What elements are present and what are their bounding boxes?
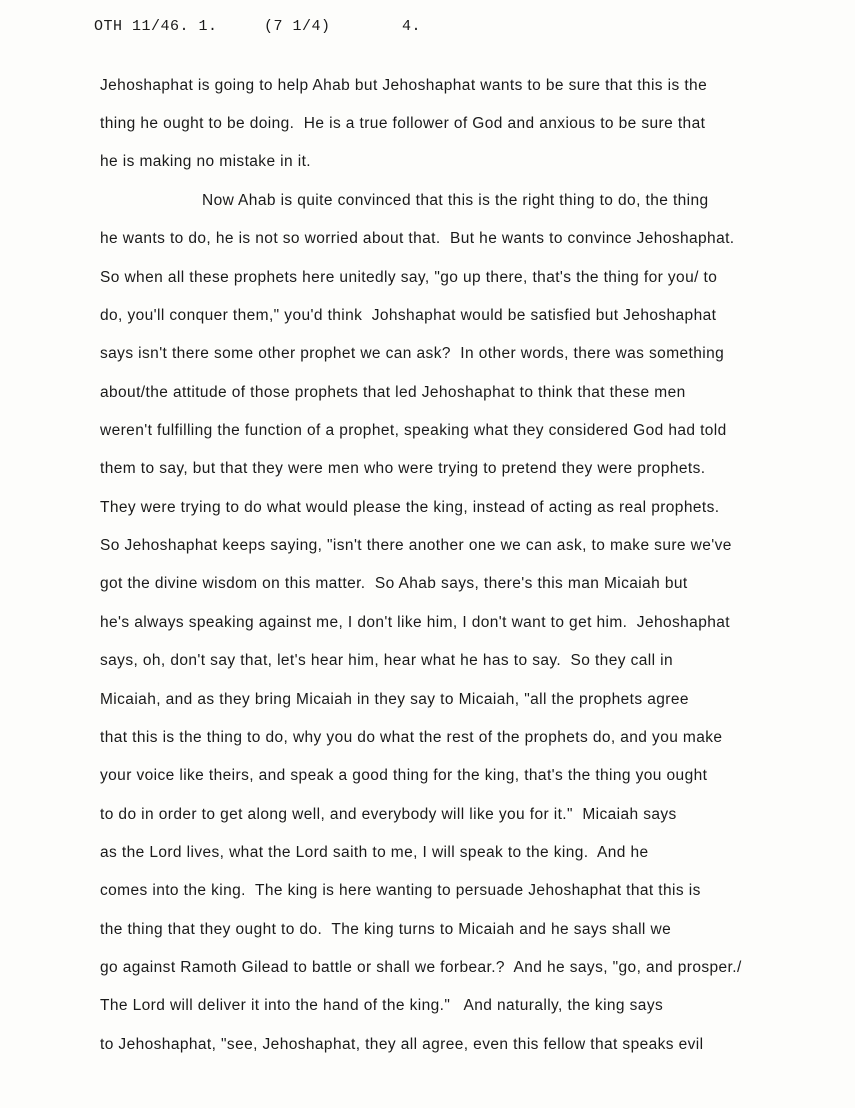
text-line: Now Ahab is quite convinced that this is the right thing to do, the thing [202,192,709,209]
text-line: thing he ought to be doing. He is a true follower of God and anxious to be sure that [100,115,706,132]
text-line: says isn't there some other prophet we can ask? In other words, there was something [100,345,725,362]
text-line: weren't fulfilling the function of a prophet, speaking what they considered God had told [100,422,727,439]
text-line: that this is the thing to do, why you do what the rest of the prophets do, and you make [100,729,723,746]
text-line: about/the attitude of those prophets that led Jehoshaphat to think that these men [100,384,686,401]
text-line: your voice like theirs, and speak a good thing for the king, that's the thing you ought [100,767,708,784]
text-line: So when all these prophets here unitedly say, "go up there, that's the thing for you/ to [100,269,718,286]
text-line: he wants to do, he is not so worried about that. But he wants to convince Jehoshaphat. [100,230,735,247]
text-line: comes into the king. The king is here wanting to persuade Jehoshaphat that this is [100,882,701,899]
text-line: go against Ramoth Gilead to battle or shall we forbear.? And he says, "go, and prosper./ [100,959,742,976]
text-line: as the Lord lives, what the Lord saith to me, I will speak to the king. And he [100,844,649,861]
page-number: 4. [402,18,422,35]
text-line: Jehoshaphat is going to help Ahab but Jehoshaphat wants to be sure that this is the [100,77,708,94]
text-line: So Jehoshaphat keeps saying, "isn't there another one we can ask, to make sure we've [100,537,732,554]
text-line: he's always speaking against me, I don't like him, I don't want to get him. Jehoshaphat [100,614,730,631]
text-line: They were trying to do what would please the king, instead of acting as real prophets. [100,499,720,516]
text-line: them to say, but that they were men who were trying to pretend they were prophets. [100,460,706,477]
text-line: Micaiah, and as they bring Micaiah in they say to Micaiah, "all the prophets agree [100,691,689,708]
text-line: do, you'll conquer them," you'd think Johshaphat would be satisfied but Jehoshaphat [100,307,717,324]
text-line: he is making no mistake in it. [100,153,312,170]
text-line: to Jehoshaphat, "see, Jehoshaphat, they all agree, even this fellow that speaks evil [100,1036,704,1053]
document-fraction: (7 1/4) [264,18,331,35]
text-line: says, oh, don't say that, let's hear him, hear what he has to say. So they call in [100,652,674,669]
text-line: got the divine wisdom on this matter. So Ahab says, there's this man Micaiah but [100,575,688,592]
text-line: The Lord will deliver it into the hand of the king." And naturally, the king says [100,997,664,1014]
text-line: the thing that they ought to do. The king turns to Micaiah and he says shall we [100,921,672,938]
document-reference: OTH 11/46. 1. [94,18,218,35]
text-line: to do in order to get along well, and everybody will like you for it." Micaiah says [100,806,677,823]
